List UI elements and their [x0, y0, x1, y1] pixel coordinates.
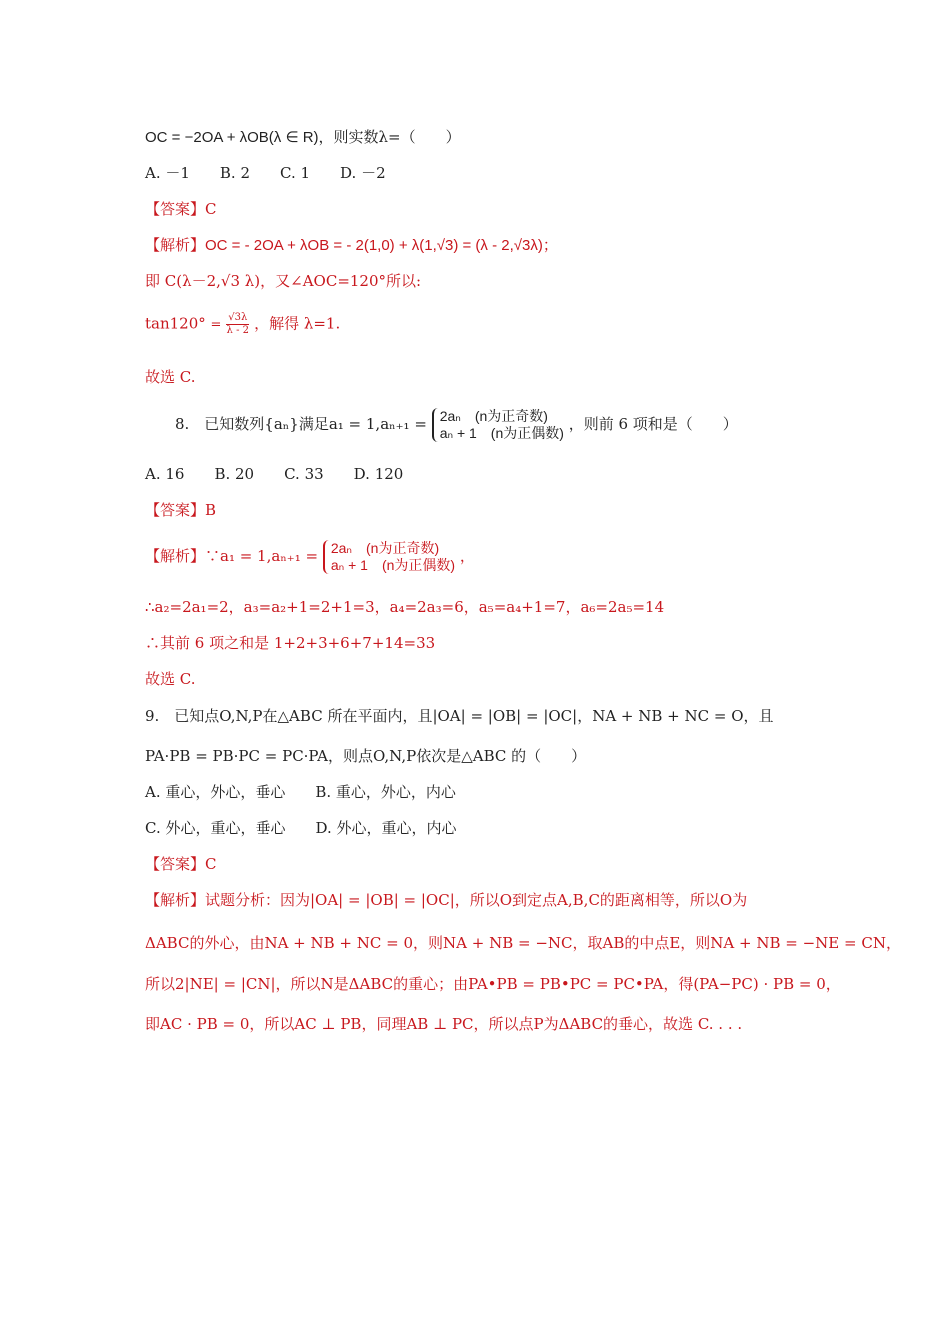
q8-analysis-line2: ∴a₂=2a₁=2，a₃=a₂+1=2+1=3，a₄=2a₃=6，a₅=a₄+1=7，a₆=2a₅=14 [145, 598, 665, 616]
q9-answer: 【答案】C [145, 855, 217, 873]
q7-answer: 【答案】C [145, 200, 217, 218]
q7-analysis-line2: 即 C(λ－2,√3 λ)，又∠AOC=120°所以: [145, 272, 422, 290]
q7-tan: tan120° [145, 314, 206, 333]
q9-stem-line2: PA·PB = PB·PC = PC·PA，则点O,N,P依次是△ABC 的（ ） [145, 747, 587, 765]
q8-piecewise [432, 408, 564, 442]
q9-options-ab: A. 重心，外心，垂心 B. 重心，外心，内心 [145, 783, 456, 801]
q8-analysis [145, 540, 475, 574]
q8-options: A. 16 B. 20 C. 33 D. 120 [145, 465, 404, 483]
q8-analysis-line3: ∴其前 6 项之和是 1+2+3+6+7+14=33 [145, 634, 436, 652]
q9-analysis-line3: 所以2|NE| = |CN|，所以N是ΔABC的重心；由PA•PB = PB•PC = PC•PA，得(PA−PC) · PB = 0， [145, 975, 841, 993]
q7-fraction-den: λ - 2 [226, 325, 249, 336]
q7-fraction-num: √3λ [228, 312, 248, 323]
q8-analysis-a: 【解析】∵a₁ = 1,aₙ₊₁ = [145, 547, 319, 565]
q8-case2: aₙ + 1 (n为正偶数) [439, 425, 564, 441]
q8-analysis-piecewise [323, 540, 455, 574]
q7-stem-math: OC = −2OA + λOB(λ ∈ R) [145, 129, 319, 146]
q7-analysis-line3: tan120° = $\frac{√3\lambda}{\lambda - 2}$ ，解得 λ=1. [145, 312, 341, 336]
q7-conclusion: 故选 C. [145, 368, 196, 386]
q7-analysis-math: OC = - 2OA + λOB = - 2(1,0) + λ(1,√3) = (λ - 2,√3λ) [205, 237, 543, 254]
q8-stem-a: 8. 已知数列{aₙ}满足a₁ = 1,aₙ₊₁ = [175, 415, 427, 433]
q7-stem [145, 126, 461, 149]
q7-analysis-tail: ； [542, 236, 558, 254]
q8-analysis-b: ， [459, 547, 475, 565]
q9-stem-line1: 9. 已知点O,N,P在△ABC 所在平面内，且|OA| = |OB| = |OC|，NA + NB + NC = O，且 [145, 707, 774, 725]
q9-analysis-line2: ΔABC的外心，由NA + NB + NC = 0，则NA + NB = −NC，取AB的中点E，则NA + NB = −NE = CN， [145, 934, 901, 952]
q7-solve: ，解得 λ=1. [254, 314, 341, 333]
q8-stem-b: ，则前 6 项和是（ ） [568, 415, 738, 433]
q7-fraction [226, 312, 249, 337]
q9-options-cd: C. 外心，重心，垂心 D. 外心，重心，内心 [145, 819, 457, 837]
q8-stem [175, 408, 738, 442]
q9-analysis-line1: 【解析】试题分析：因为|OA| = |OB| = |OC|，所以O到定点A,B,C的距离相等，所以O为 [145, 891, 748, 909]
q8-analysis-case2: aₙ + 1 (n为正偶数) [330, 557, 456, 573]
q7-stem-text: ，则实数λ=（ ） [318, 128, 461, 146]
q8-conclusion: 故选 C. [145, 670, 196, 688]
q7-options: A. －1 B. 2 C. 1 D. －2 [145, 164, 386, 182]
q8-analysis-case1: 2aₙ (n为正奇数) [330, 540, 440, 556]
q7-analysis-head: 【解析】 [145, 236, 206, 254]
q7-analysis [145, 234, 558, 257]
q8-case1: 2aₙ (n为正奇数) [439, 408, 548, 424]
q8-answer: 【答案】B [145, 501, 217, 519]
q9-analysis-line4: 即AC · PB = 0，所以AC ⊥ PB，同理AB ⊥ PC，所以点P为ΔABC的垂心，故选 C. . . . [145, 1015, 743, 1033]
